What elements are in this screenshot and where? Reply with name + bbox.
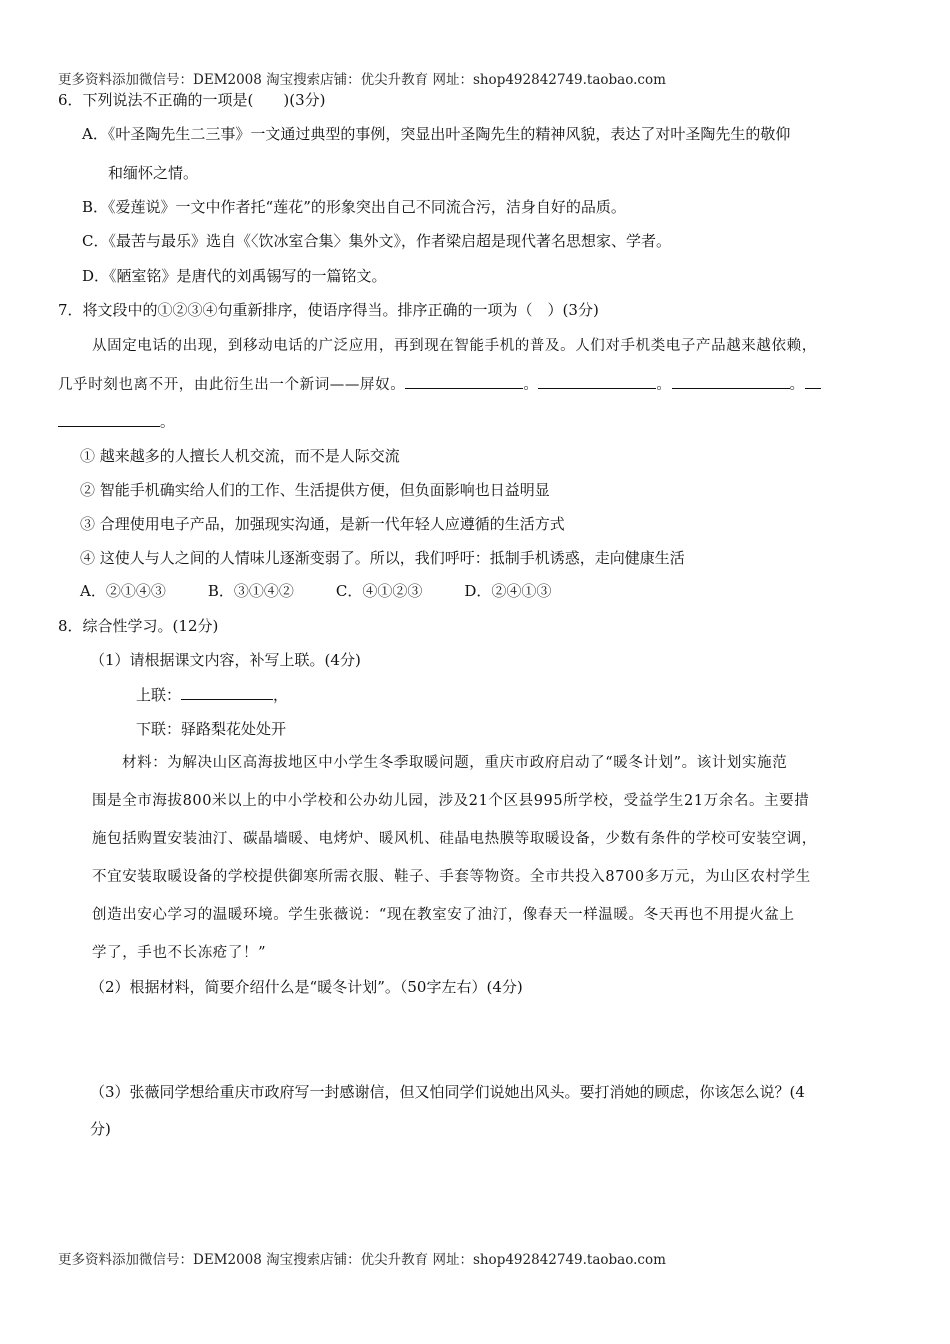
q7-option-b[interactable]: B．③①④② — [207, 582, 294, 600]
q7-stem: 7．将文段中的①②③④句重新排序，使语序得当。排序正确的一项为（ ）(3分) — [58, 301, 599, 319]
q8-part1: （1）请根据课文内容，补写上联。(4分) — [90, 651, 361, 669]
q6-option-d: D．《陋室铭》是唐代的刘禹锡写的一篇铭文。 — [82, 267, 387, 285]
q8-material-line3: 施包括购置安装油汀、碳晶墙暖、电烤炉、暖风机、硅晶电热膜等取暖设备，少数有条件的学校可安装空调， — [92, 831, 817, 847]
q8-part3-cont: 分) — [90, 1120, 111, 1138]
answer-blank-1[interactable] — [405, 374, 523, 389]
q8-material-line5: 创造出安心学习的温暖环境。学生张薇说：“现在教室安了油汀，像春天一样温暖。冬天再也不用提火盆上 — [92, 907, 795, 923]
q7-passage-line2: 几乎时刻也离不开，由此衍生出一个新词——屏奴。 。 。 。 — [58, 374, 821, 395]
q7-option-d[interactable]: D．②④①③ — [464, 582, 552, 600]
q7-sentence-2: ② 智能手机确实给人们的工作、生活提供方便，但负面影响也日益明显 — [80, 481, 550, 499]
q7-sentence-4: ④ 这使人与人之间的人情味儿逐渐变弱了。所以，我们呼吁：抵制手机诱惑，走向健康生活 — [80, 549, 685, 567]
q6-option-a-cont: 和缅怀之情。 — [108, 164, 199, 182]
page-header: 更多资料添加微信号：DEM2008 淘宝搜索店铺：优尖升教育 网址：shop492842749.taobao.com — [58, 72, 666, 88]
page-footer: 更多资料添加微信号：DEM2008 淘宝搜索店铺：优尖升教育 网址：shop492842749.taobao.com — [58, 1252, 666, 1268]
q8-material-line4: 不宜安装取暖设备的学校提供御寒所需衣服、鞋子、手套等物资。全市共投入8700多万元，为山区农村学生 — [92, 869, 811, 885]
q7-sentence-3: ③ 合理使用电子产品，加强现实沟通，是新一代年轻人应遵循的生活方式 — [80, 515, 565, 533]
q8-material-line2: 围是全市海拔800米以上的中小学校和公办幼儿园，涉及21个区县995所学校，受益学生21万余名。主要措 — [92, 793, 810, 809]
answer-blank-4-end[interactable] — [58, 412, 160, 427]
q7-passage-line3: 。 — [58, 412, 175, 433]
q7-options — [80, 581, 593, 601]
q6-option-b: B．《爱莲说》一文中作者托“莲花”的形象突出自己不同流合污，洁身自好的品质。 — [82, 198, 626, 216]
q7-sentence-1: ① 越来越多的人擅长人机交流，而不是人际交流 — [80, 447, 400, 465]
q8-lower-couplet: 下联：驿路梨花处处开 — [136, 720, 287, 738]
q8-upper-couplet: 上联： ， — [136, 686, 289, 704]
answer-blank-2[interactable] — [538, 374, 656, 389]
q7-passage-text: 几乎时刻也离不开，由此衍生出一个新词——屏奴。 — [58, 377, 406, 393]
answer-blank-4-start[interactable] — [805, 374, 821, 389]
q7-passage-line1: 从固定电话的出现，到移动电话的广泛应用，再到现在智能手机的普及。人们对手机类电子产品越来越依赖， — [92, 338, 817, 354]
q8-stem: 8．综合性学习。(12分) — [58, 617, 219, 635]
q8-material-line6: 学了，手也不长冻疮了！” — [92, 945, 267, 961]
q6-stem: 6．下列说法不正确的一项是( )(3分) — [58, 91, 326, 109]
q7-option-c[interactable]: C．④①②③ — [335, 582, 423, 600]
q8-part2: （2）根据材料，简要介绍什么是“暖冬计划”。（50字左右）(4分) — [90, 978, 523, 996]
upper-couplet-blank[interactable] — [181, 685, 273, 700]
q8-part3: （3）张薇同学想给重庆市政府写一封感谢信，但又怕同学们说她出风头。要打消她的顾虑，你该怎么说？(4 — [90, 1083, 805, 1101]
q6-option-a: A．《叶圣陶先生二三事》一文通过典型的事例，突显出叶圣陶先生的精神风貌，表达了对叶圣陶先生的敬仰 — [82, 125, 791, 143]
q8-material-line1: 材料：为解决山区高海拔地区中小学生冬季取暖问题，重庆市政府启动了“暖冬计划”。该计划实施范 — [122, 755, 788, 771]
q6-option-c: C．《最苦与最乐》选自《〈饮冰室合集〉集外文》，作者梁启超是现代著名思想家、学者。 — [82, 232, 671, 250]
q7-option-a[interactable]: A．②①④③ — [80, 582, 166, 600]
answer-blank-3[interactable] — [672, 374, 790, 389]
